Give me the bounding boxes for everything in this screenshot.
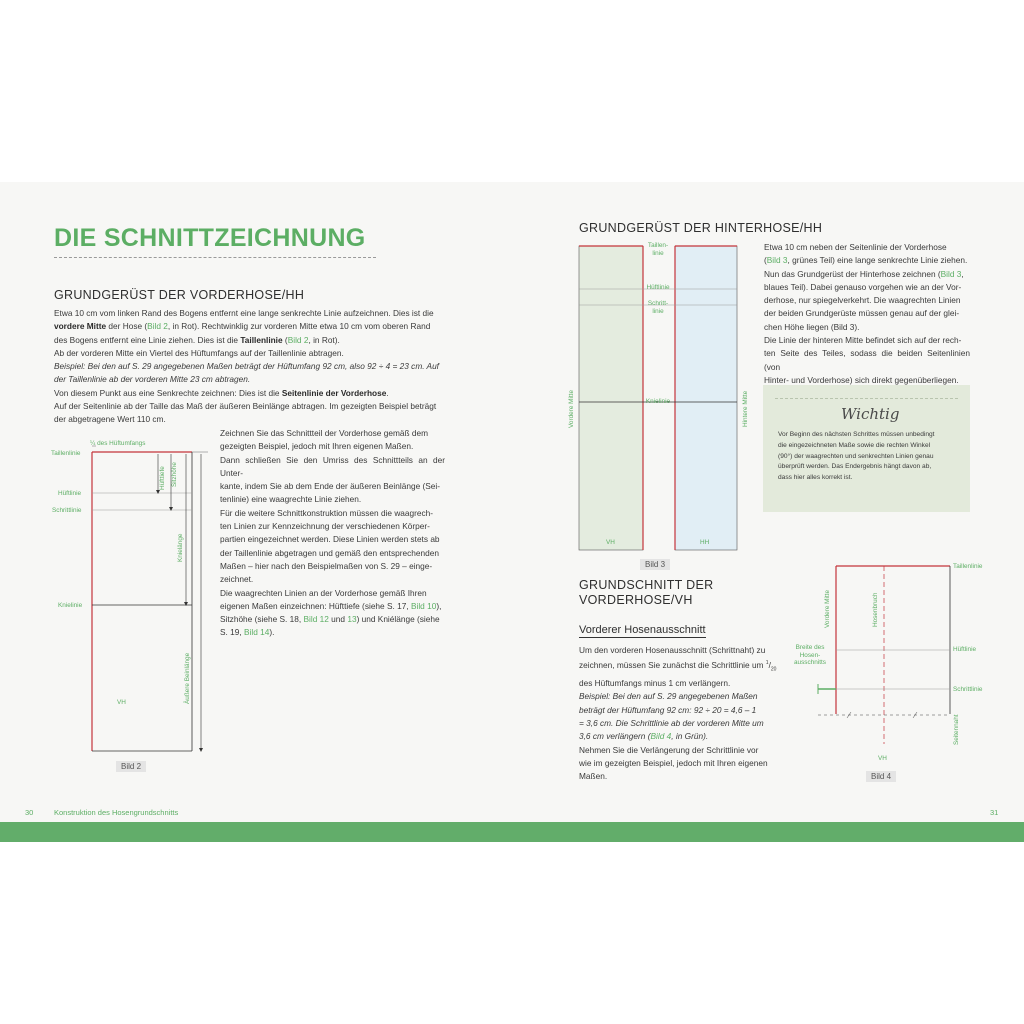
text-line: Für die weitere Schnittkonstruktion müssen die waagrech- — [220, 507, 434, 518]
fig2-taillenlinie-label: Taillenlinie — [51, 450, 81, 457]
fig4-vordere-mitte-label: Vordere Mitte — [824, 589, 831, 628]
paragraph-hinterhose — [764, 241, 970, 387]
text-line: beträgt der Hüftumfang 92 cm: 92 ÷ 20 = 4,6 – 1 — [579, 704, 757, 715]
text-line: Nehmen Sie die Verlängerung der Schrittlinie vor — [579, 744, 759, 755]
section-heading-hinterhose: GRUNDGERÜST DER HINTERHOSE/HH — [579, 221, 823, 235]
text-line: Ab der vorderen Mitte ein Viertel des Hüftumfangs auf der Taillenlinie abtragen. — [54, 347, 344, 358]
text-line: der beiden Grundgerüste müssen genau auf der glei- — [764, 308, 960, 319]
heading-line: VORDERHOSE/VH — [579, 593, 693, 607]
text-line: eigenen Maßen einzeichnen: Hüfttiefe (siehe S. 17, Bild 10), — [220, 600, 442, 611]
fig2-schrittlinie-label: Schrittlinie — [52, 507, 82, 514]
hh-panel — [675, 246, 737, 550]
text-line: S. 19, Bild 14). — [220, 627, 275, 638]
text-line: Von diesem Punkt aus eine Senkrechte zeichnen: Dies ist die Seitenlinie der Vorderhose. — [54, 387, 389, 398]
fig4-hueftlinie-label: Hüftlinie — [953, 646, 977, 653]
text-line: die eingezeichneten Maße sowie die rechten Winkel — [778, 441, 931, 449]
text-line: Nun das Grundgerüst der Hinterhose zeichnen (Bild 3, — [764, 268, 964, 279]
section-heading-vorderhose: GRUNDGERÜST DER VORDERHOSE/HH — [54, 288, 305, 302]
text-line: kante, indem Sie ab dem Ende der äußeren Beinlänge (Sei- — [220, 481, 441, 492]
paragraph-intro — [54, 307, 446, 427]
text-line: Maßen – hier nach den Beispielmaßen von S. 29 – einge- — [220, 560, 433, 571]
fig3-schrittlinie-label: Schritt- linie — [647, 300, 669, 315]
text-line: Hinter- und Vorderhose) sich direkt gegenüberliegen. — [764, 374, 959, 385]
text-line: 3,6 cm verlängern (Bild 4, in Grün). — [579, 731, 709, 742]
fig2-top-label: ¼ des Hüftumfangs — [90, 440, 146, 447]
fig2-knielaenge-label: Knielänge — [177, 533, 184, 562]
text-line: der Taillenlinie ab der vorderen Mitte 23 cm abtragen. — [54, 374, 251, 385]
fig4-hosenbruch-label: Hosenbruch — [872, 592, 879, 627]
fig4-breite-label: Breite des Hosen- ausschnitts — [794, 644, 826, 666]
fig2-caption: Bild 2 — [116, 761, 146, 772]
fig4-seitennaht-label: Seitennaht — [953, 714, 960, 745]
note-box-title: Wichtig — [841, 405, 900, 423]
footer-page-number-left: 30 — [25, 808, 34, 817]
text-line: Vor Beginn des nächsten Schrittes müssen unbedingt — [778, 431, 935, 438]
section-heading-grundschnitt — [579, 578, 713, 608]
heading-line: GRUNDSCHNITT DER — [579, 578, 714, 592]
fig4-vh-label: VH — [878, 755, 887, 762]
note-box-text — [778, 430, 964, 484]
text-line: dass hier alles korrekt ist. — [778, 474, 853, 482]
fig2-knielinie-label: Knielinie — [58, 602, 83, 609]
fig3-hintere-mitte-label: Hintere Mitte — [742, 390, 749, 427]
fig3-taillenlinie-label: Taillen- linie — [647, 242, 669, 257]
fig2-beinlaenge-label: Äußere Beinlänge — [184, 652, 191, 704]
text-line: der abgetragene Wert 110 cm. — [54, 414, 166, 425]
text-line: (90°) der waagrechten und senkrechten Linien genau — [778, 452, 934, 460]
fig4-schrittlinie-label: Schrittlinie — [953, 686, 983, 693]
fig4-taillenlinie-label: Taillenlinie — [953, 563, 983, 570]
subheading-hosenausschnitt: Vorderer Hosenausschnitt — [579, 624, 706, 636]
fig2-sitzhoehe-label: Sitzhöhe — [171, 462, 178, 487]
text-line: Etwa 10 cm neben der Seitenlinie der Vorderhose — [764, 242, 947, 252]
text-line: zeichnen, müssen Sie zunächst die Schrittlinie um $^1/_{20}$ — [579, 660, 777, 673]
fig2-vh-label: VH — [117, 699, 126, 706]
text-line: der Taillenlinie abgetragen und gemäß den entsprechenden — [220, 547, 439, 558]
text-line: (Bild 3, grünes Teil) eine lange senkrechte Linie ziehen. — [764, 255, 968, 266]
text-line: tenlinie) eine waagrechte Linie ziehen. — [220, 494, 362, 505]
text-line: zeichnet. — [220, 574, 254, 585]
fig2-hueftiefe-label: Hüfttiefe — [159, 466, 166, 490]
paragraph-column-2 — [220, 427, 445, 640]
text-line: Die Linie der hinteren Mitte befindet sich auf der rech- — [764, 335, 962, 346]
note-box-divider — [775, 398, 958, 399]
text-line: vordere Mitte der Hose (Bild 2, in Rot). Rechtwinklig zur vorderen Mitte etwa 10 cm vom oberen Rand — [54, 321, 431, 332]
footer-color-bar — [0, 822, 1024, 842]
paragraph-hosenausschnitt — [579, 644, 781, 783]
text-line: ten Seite des Teiles, sodass die beiden Seitenlinien (von — [764, 348, 970, 372]
text-line: Sitzhöhe (siehe S. 18, Bild 12 und 13) und Kniélänge (siehe — [220, 614, 440, 625]
text-line: Beispiel: Bei den auf S. 29 angegebenen Maßen — [579, 691, 758, 702]
fig4-caption: Bild 4 — [866, 771, 896, 782]
text-line: gezeigten Beispiel, jedoch mit Ihren eigenen Maßen. — [220, 441, 414, 452]
footer-page-number-right: 31 — [990, 808, 999, 817]
text-line: des Bogens entfernt eine Linie ziehen. Dies ist die Taillenlinie (Bild 2, in Rot). — [54, 334, 340, 345]
text-line: Um den vorderen Hosenausschnitt (Schrittnaht) zu — [579, 645, 766, 655]
fig3-knielinie-label: Knielinie — [645, 398, 671, 405]
text-line: = 3,6 cm. Die Schrittlinie ab der vorderen Mitte um — [579, 717, 764, 728]
text-line: chen Höhe liegen (Bild 3). — [764, 321, 860, 332]
vh-panel — [579, 246, 643, 550]
fig3-vh-label: VH — [606, 539, 615, 546]
text-line: partien eingezeichnet werden. Diese Linien werden stets ab — [220, 534, 440, 545]
text-line: Zeichnen Sie das Schnittteil der Vorderhose gemäß dem — [220, 428, 428, 438]
text-line: ten Linien zur Kennzeichnung der verschiedenen Körper- — [220, 521, 430, 532]
footer-chapter-title: Konstruktion des Hosengrundschnitts — [54, 808, 179, 817]
fig3-vordere-mitte-label: Vordere Mitte — [568, 389, 575, 428]
text-line: Maßen. — [579, 771, 608, 782]
note-box — [763, 385, 970, 512]
text-line: Etwa 10 cm vom linken Rand des Bogens entfernt eine lange senkrechte Linie aufzeichnen. Dies ist die — [54, 308, 434, 318]
text-line: überprüft werden. Das Endergebnis hängt davon ab, — [778, 463, 932, 471]
page-title: DIE SCHNITTZEICHNUNG — [54, 224, 366, 252]
text-line: wie im gezeigten Beispiel, jedoch mit Ihren eigenen — [579, 757, 768, 768]
title-underline — [54, 257, 376, 258]
text-line: Die waagrechten Linien an der Vorderhose gemäß Ihren — [220, 587, 427, 598]
fig3-hh-label: HH — [700, 539, 710, 546]
figure-2-drawing — [40, 438, 220, 758]
text-line: blaues Teil). Dabei genauso vorgehen wie an der Vor- — [764, 281, 962, 292]
fig3-hueftlinie-label: Hüftlinie — [646, 284, 670, 291]
text-line: Auf der Seitenlinie ab der Taille das Maß der äußeren Beinlänge abtragen. Im gezeigten Beispiel beträgt — [54, 401, 437, 412]
text-line: Beispiel: Bei den auf S. 29 angegebenen Maßen beträgt der Hüftumfang 92 cm, also 92 ÷ 4 = 23 cm. Auf — [54, 361, 439, 372]
text-line: des Hüftumfangs minus 1 cm verlängern. — [579, 678, 731, 689]
text-line: derhose, nur spiegelverkehrt. Die waagrechten Linien — [764, 295, 961, 306]
fig2-hueftlinie-label: Hüftlinie — [58, 490, 82, 497]
fig3-caption: Bild 3 — [640, 559, 670, 570]
text-line: Dann schließen Sie den Umriss des Schnittteils an der Unter- — [220, 454, 445, 478]
